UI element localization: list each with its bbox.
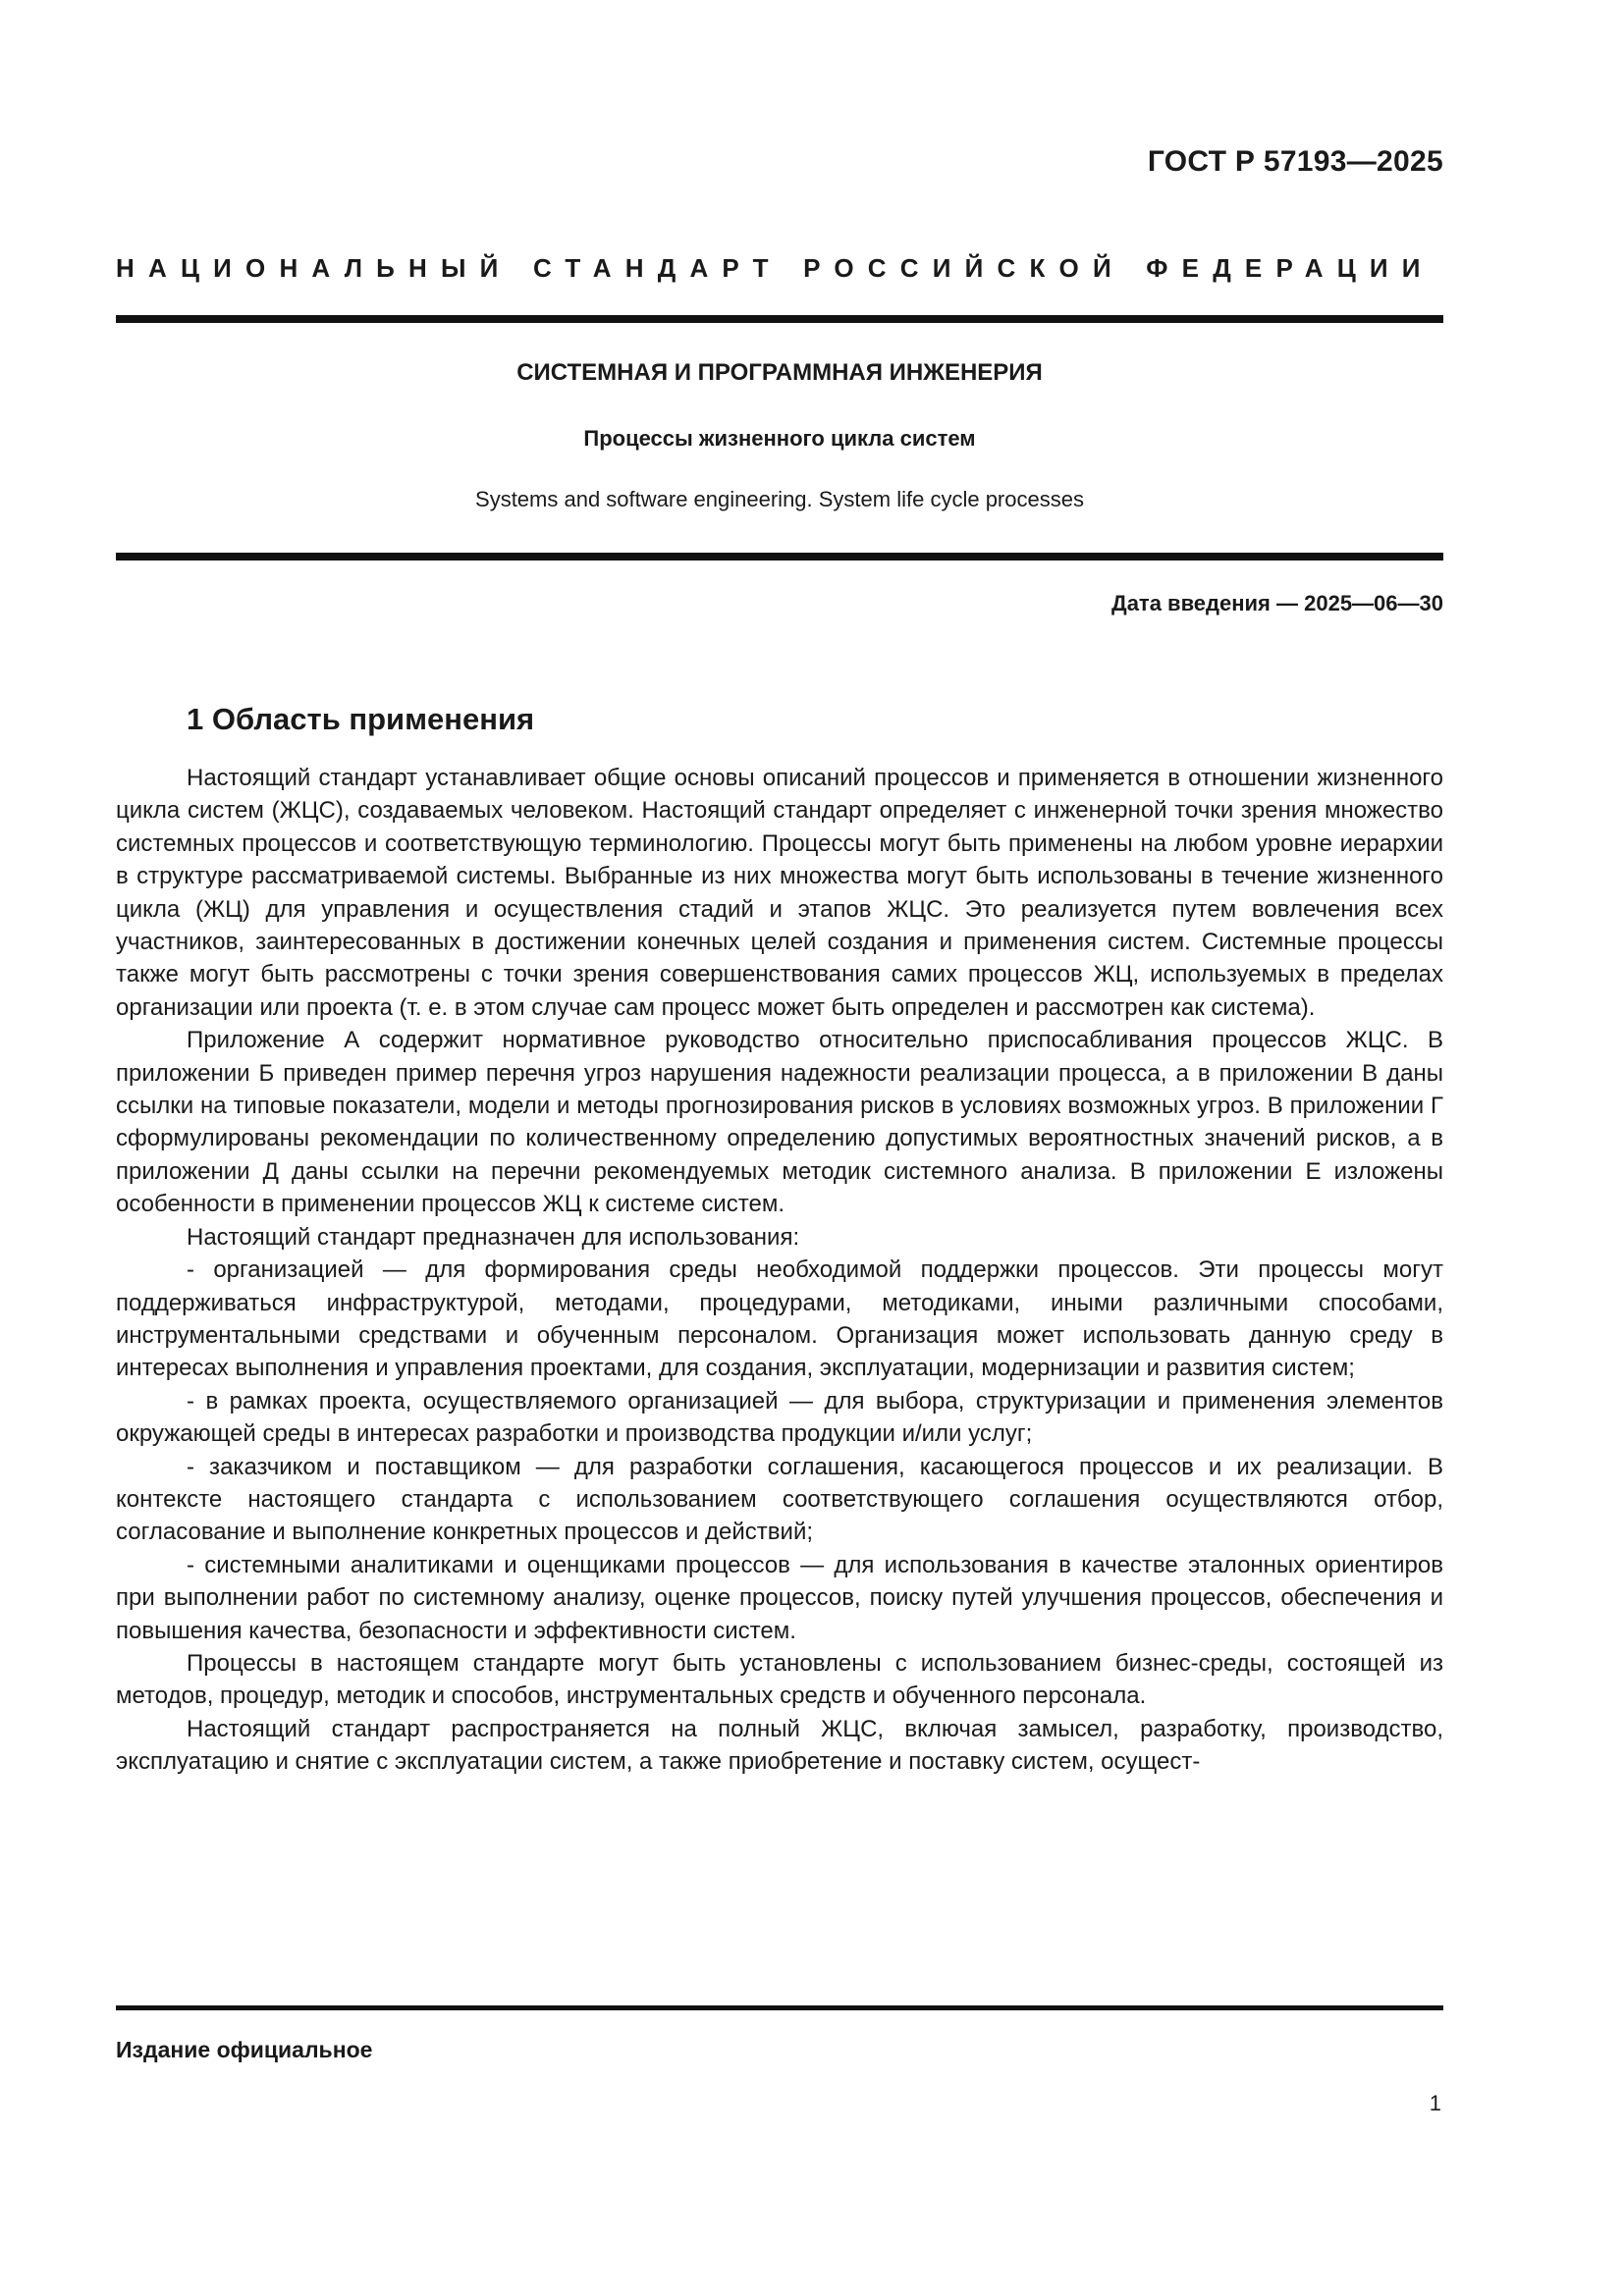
section-heading: 1 Область применения xyxy=(187,702,535,736)
page-number: 1 xyxy=(1429,2091,1441,2115)
list-item: - организацией — для формирования среды необходимой поддержки процессов. Эти процессы могут поддерживаться инфраструктурой, методами, процедурами, методиками, иными различными способами, инструментальными средствами и обученным персоналом. Организация может использовать данную среду в интересах выполнения и управления проектами, для создания, эксплуатации, модернизации и развития систем; xyxy=(116,1256,1443,1382)
footer-divider xyxy=(116,2005,1443,2010)
paragraph: Настоящий стандарт распространяется на полный ЖЦС, включая замысел, разработку, производство, эксплуатацию и снятие с эксплуатации систем, а также приобретение и поставку систем, осущест- xyxy=(116,1715,1443,1776)
document-number: ГОСТ Р 57193—2025 xyxy=(1147,145,1443,178)
header-divider xyxy=(116,315,1443,323)
list-item: - системными аналитиками и оценщиками процессов — для использования в качестве эталонных ориентиров при выполнении работ по системному анализу, оценке процессов, поиску путей улучшения процессов, обеспечения и повышения качества, безопасности и эффективности систем. xyxy=(116,1551,1443,1644)
paragraph: Процессы в настоящем стандарте могут быть установлены с использованием бизнес-среды, состоящей из методов, процедур, методик и способов, инструментальных средств и обученного персонала. xyxy=(116,1649,1443,1710)
document-title: СИСТЕМНАЯ И ПРОГРАММНАЯ ИНЖЕНЕРИЯ xyxy=(516,359,1043,386)
section-body xyxy=(116,762,1443,1779)
paragraph: Настоящий стандарт предназначен для использования: xyxy=(187,1223,800,1251)
paragraph: Приложение А содержит нормативное руководство относительно приспосабливания процессов ЖЦС. В приложении Б приведен пример перечня угроз нарушения надежности реализации процесса, а в приложении В даны ссылки на типовые показатели, модели и методы прогнозирования рисков в условиях возможных угроз. В приложении Г сформулированы рекомендации по количественному определению допустимых вероятностных значений рисков, а в приложении Д даны ссылки на перечни рекомендуемых методик системного анализа. В приложении Е изложены особенности в применении процессов ЖЦ к системе систем. xyxy=(116,1027,1443,1218)
paragraph: Настоящий стандарт устанавливает общие основы описаний процессов и применяется в отношении жизненного цикла систем (ЖЦС), создаваемых человеком. Настоящий стандарт определяет с инженерной точки зрения множество системных процессов и соответствующую терминологию. Процессы могут быть применены на любом уровне иерархии в структуре рассматриваемой системы. Выбранные из них множества могут быть использованы в течение жизненного цикла (ЖЦ) для управления и осуществления стадий и этапов ЖЦС. Это реализуется путем вовлечения всех участников, заинтересованных в достижении конечных целей создания и применения систем. Системные процессы также могут быть рассмотрены с точки зрения совершенствования самих процессов ЖЦ, используемых в пределах организации или проекта (т. е. в этом случае сам процесс может быть определен и рассмотрен как система). xyxy=(116,765,1443,1021)
list-item: - в рамках проекта, осуществляемого организацией — для выбора, структуризации и применения элементов окружающей среды в интересах разработки и производства продукции и/или услуг; xyxy=(116,1387,1443,1448)
list-item: - заказчиком и поставщиком — для разработки соглашения, касающегося процессов и их реализации. В контексте настоящего стандарта с использованием соответствующего соглашения осуществляются отбор, согласование и выполнение конкретных процессов и действий; xyxy=(116,1453,1443,1546)
document-title-english: Systems and software engineering. System life cycle processes xyxy=(475,487,1084,511)
standard-banner: НАЦИОНАЛЬНЫЙ СТАНДАРТ РОССИЙСКОЙ ФЕДЕРАЦИИ xyxy=(116,253,1435,283)
introduction-date: Дата введения — 2025—06—30 xyxy=(1111,591,1443,615)
title-divider xyxy=(116,553,1443,561)
edition-label: Издание официальное xyxy=(116,2037,373,2062)
document-subtitle: Процессы жизненного цикла систем xyxy=(583,426,976,451)
document-page xyxy=(116,0,1443,2296)
